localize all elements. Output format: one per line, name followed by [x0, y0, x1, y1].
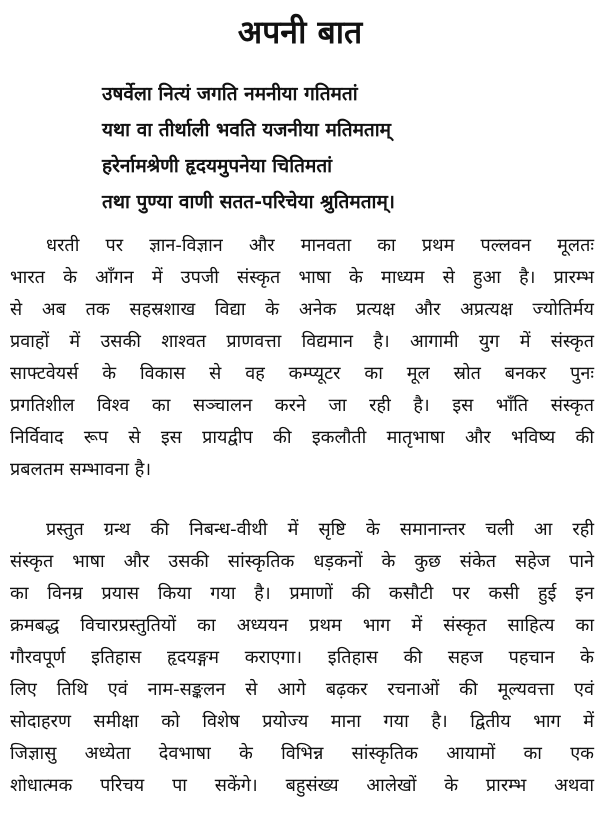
paragraph-line: प्रबलतम सम्भावना है। [10, 459, 152, 480]
paragraph-line: प्रवाहों में उसकी शाश्वत प्राणवत्ता विद्यमान है। आगामी युग में संस्कृत [10, 331, 594, 352]
verse-line: हरेर्नामश्रेणी हृदयमुपनेया चितिमतां [102, 155, 333, 177]
paragraph-2 [10, 514, 594, 802]
verse-line: यथा वा तीर्थाली भवति यजनीया मतिमताम् [102, 119, 392, 141]
paragraph-line: निर्विवाद रूप से इस प्रायद्वीप की इकलौती मातृभाषा और भविष्य की [10, 427, 594, 448]
verse-line: उषर्वेला नित्यं जगति नमनीया गतिमतां [102, 83, 358, 105]
paragraph-line: प्रस्तुत ग्रन्थ की निबन्ध-वीथी में सृष्टि के समानान्तर चली आ रही [46, 519, 594, 540]
paragraph-line: साफ्टवेयर्स के विकास से वह कम्प्यूटर का मूल स्रोत बनकर पुनः [10, 363, 594, 384]
paragraph-line: गौरवपूर्ण इतिहास हृदयङ्गम कराएगा। इतिहास की सहज पहचान के [10, 647, 594, 668]
paragraph-line: से अब तक सहस्रशाख विद्या के अनेक प्रत्यक्ष और अप्रत्यक्ष ज्योतिर्मय [10, 299, 594, 320]
paragraph-line: संस्कृत भाषा और उसकी सांस्कृतिक धड़कनों के कुछ संकेत सहेज पाने [10, 551, 594, 572]
paragraph-line: धरती पर ज्ञान-विज्ञान और मानवता का प्रथम पल्लवन मूलतः [46, 235, 594, 256]
verse-line: तथा पुण्या वाणी सतत-परिचेया श्रुतिमताम्। [102, 191, 396, 213]
paragraph-line: शोधात्मक परिचय पा सकेंगे। बहुसंख्य आलेखों के प्रारम्भ अथवा [10, 775, 594, 796]
paragraph-line: जिज्ञासु अध्येता देवभाषा के विभिन्न सांस्कृतिक आयामों का एक [10, 743, 594, 764]
paragraph-line: सोदाहरण समीक्षा को विशेष प्रयोज्य माना गया है। द्वितीय भाग में [10, 711, 594, 732]
paragraph-line: प्रगतिशील विश्व का सञ्चालन करने जा रही है। इस भाँति संस्कृत [10, 395, 594, 416]
sanskrit-verse [102, 76, 572, 220]
page-title: अपनी बात [237, 13, 363, 51]
paragraph-line: का विनम्र प्रयास किया गया है। प्रमाणों की कसौटी पर कसी हुई इन [10, 583, 594, 604]
paragraph-line: भारत के आँगन में उपजी संस्कृत भाषा के माध्यम से हुआ है। प्रारम्भ [10, 267, 594, 288]
paragraph-line: लिए तिथि एवं नाम-सङ्कलन से आगे बढ़कर रचनाओं की मूल्यवत्ता एवं [10, 679, 594, 700]
paragraph-line: क्रमबद्ध विचारप्रस्तुतियों का अध्ययन प्रथम भाग में संस्कृत साहित्य का [10, 615, 594, 636]
paragraph-1 [10, 230, 594, 486]
